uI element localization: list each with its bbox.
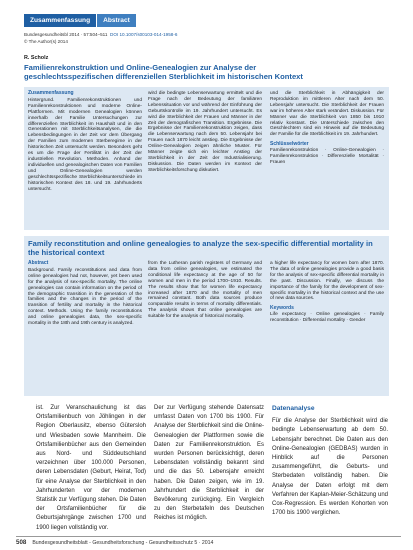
de-abstract-heading: Zusammenfassung	[28, 90, 74, 96]
en-abstract-text3: a higher life expectancy for women born after 1870. The data of online genealogies provide a good basis for the analysis of sex-specific differential mortality in the past. Discussion. Finally, we discuss the importance of the family for the development of sex-specific mortality in the historical context and the use of new data sources.	[270, 261, 384, 302]
tab-abstract[interactable]: Abstract	[97, 14, 136, 27]
de-abstract-col1	[28, 91, 142, 192]
section-tabs	[24, 14, 136, 27]
de-abstract-text3: und die Sterblichkeit in Abhängigkeit der Reproduktion im mittleren Alter nach dem 50. Lebensjahr untersucht. Die Sterblichkeit der Frauen war im höheren Alter stark verändert. Diskussion. Für Männer war die Sterblichkeit von 1850 bis 1910 relativ konstant. Die Unterschiede zwischen den Geschlechtern sind ein Hinweis auf die Bedeutung der Familie für die Sterblichkeit im 19. Jahrhundert.	[270, 91, 384, 138]
body-col2	[154, 404, 264, 534]
article-meta	[24, 32, 177, 45]
english-title: Family reconstitution and online genealogies to analyze the sex-specific differential mortality in the historical context	[28, 239, 373, 258]
section-heading-datenanalyse: Datenanalyse	[272, 405, 315, 412]
german-title: Familienrekonstruktion und Online-Genealogien zur Analyse der geschlechtsspezifischen differenziellen Sterblichkeit im historischen Kontext	[24, 63, 303, 82]
en-abstract-heading: Abstract	[28, 260, 49, 266]
citation: Bundesgesundheitsbl 2014 · 57:504–511	[24, 32, 108, 37]
en-abstract-text1: Background. Family reconstitutions and data from online genealogies had not, however, yet been used for the analysis of sex-specific mortality. The online genealogies can contain information on the period of the demographic transition in the generation of the families and the changes in the period of the transition of fertility and mortality in the historical context. Methods. Using the family reconstitutions and online genealogies data, the sex-specific mortality in the 18th and 19th century is analyzed.	[28, 267, 142, 327]
en-abstract-col2	[148, 261, 262, 320]
en-abstract-text2: from the Lutheran parish registers of Germany and data from online genealogies, we estimated the conditional life expectancy at the age of 50 for women and men in the period 1700–1910. Results. The results show that for women life expectancy increased after 1870 and the mortality of men remained constant. Both data sources produce comparable results in terms of mortality differentials. The analysis shows that online genealogies are suitable for the analysis of historical mortality.	[148, 261, 262, 320]
en-abstract-col3	[270, 261, 384, 324]
en-keywords-heading: Keywords	[270, 305, 294, 312]
en-keywords: Life expectancy · Online genealogies · Family reconstitution · Differential mortality · Gender	[270, 312, 384, 324]
body-text3: Für die Analyse der Sterblichkeit wird die bedingte Lebenserwartung ab dem 50. Lebensjahr berechnet. Die Daten aus den Online-Genealogien (GEDBAS) wurden in Hinblick auf die Personen zusammengeführt, die Geburts- und Sterbedaten vollständig haben. Die Analyse der Daten erfolgt mit dem Verfahren der Kaplan-Meier-Schätzung und Cox-Regression. Es werden Kohorten von 1700 bis 1900 verglichen.	[272, 418, 388, 517]
author-name: R. Scholz	[24, 55, 49, 61]
de-abstract-text2: wird die bedingte Lebenserwartung ermittelt und die Frage nach der Bedeutung der familiären Lebenssituation vor und während der Einführung der Geburtskontrolle im 19. Jahrhundert untersucht. Es wird die Sterblichkeit der Frauen und Männer in der Zeit der demografischen Transition. Ergebnisse. Die Ergebnisse der Familienrekonstruktion zeigen, dass die Lebenserwartung nach dem 50. Lebensjahr bei Frauen nach 1870 leicht anstieg. Die Ergebnisse der Online-Genealogien zeigen ähnliche Muster. Für Männer zeigte sich ein leichter Anstieg der Sterblichkeit in der Zeit der Industrialisierung. Diskussion. Die Daten werden im Kontext der Sterblichkeitsforschung diskutiert.	[148, 91, 262, 173]
de-keywords: Familienrekonstruktion · Online-Genealogien · Familienrekonstruktion · Differenzielle Mortalität · Frauen	[270, 148, 384, 165]
doi-link[interactable]: DOI 10.1007/s00103-014-1958-6	[110, 32, 178, 37]
body-col1	[36, 404, 146, 534]
de-keywords-heading: Schlüsselwörter	[270, 141, 309, 148]
body-col3	[272, 404, 388, 534]
page-footer	[16, 536, 401, 548]
de-abstract-col2	[148, 91, 262, 174]
copyright: © The Author(s) 2014	[24, 38, 68, 44]
body-text2: Der zur Verfügung stehende Datensatz umfasst Daten von 1700 bis 1900. Für Analyse der Sterblichkeit sind die Online-Genealogien der Plattformen sowie die Daten zur Familienrekonstruktion. Es wurden Personen berücksichtigt, deren Lebensdaten vollständig bekannt sind und die das 50. Lebensjahr erreicht haben. Die Daten zeigen, wie im 19. Jahrhundert die Sterblichkeit in der Bevölkerung zurückging. Ein Vergleich zu den Sterbetafeln des Deutschen Reiches ist möglich.	[154, 405, 264, 522]
page-number: 508	[16, 539, 27, 546]
body-text1: ist. Zur Veranschaulichung ist das Ortsfamilienbuch von Jöhlingen in der Region Oberlausitz, ebenso Gütersloh und Wiesbaden sowie Mannheim. Die Ortsfamilienbücher aus den Gemeinden aus Nord- und Süddeutschland verzeichnen über 100.000 Personen, deren Lebensdaten (Geburt, Heirat, Tod) für eine Analyse der Sterblichkeit in den Jahrhunderten vor der modernen Statistik zur Verfügung stehen. Die Daten der Ortsfamilienbücher für die Geburtsjahrgänge zwischen 1700 und 1900 liegen vollständig vor.	[36, 405, 146, 531]
de-abstract-text1: Hintergrund. Familienrekonstruktionen und Familienrekonstruktionen und moderne Online-Plattformen. Mit modernen Genealogien können innerhalb der Familie Untersuchungen zur differenziellen Sterblichkeit im Haushalt und in den Generationen mit Sterblichkeitsanalysen, die die Lebensbedingungen in der Zeit vor dem Übergang der Familien zum modernen Sterberegime in der historischen Zeit untersucht werden. Besonders geht es um die Frage der Fertilität in der Zeit der industriellen Revolution. Methoden. Anhand der individuellen und genealogischen Daten von Familien und Online-Genealogien werden geschlechtsspezifische Sterblichkeitsunterschiede im historischen Kontext des 18. und 19. Jahrhunderts untersucht.	[28, 97, 142, 192]
journal-name: Bundesgesundheitsblatt - Gesundheitsforschung - Gesundheitsschutz 5 · 2014	[32, 539, 214, 546]
tab-zusammenfassung[interactable]: Zusammenfassung	[24, 14, 96, 27]
de-abstract-col3	[270, 91, 384, 166]
en-abstract-col1	[28, 261, 142, 327]
